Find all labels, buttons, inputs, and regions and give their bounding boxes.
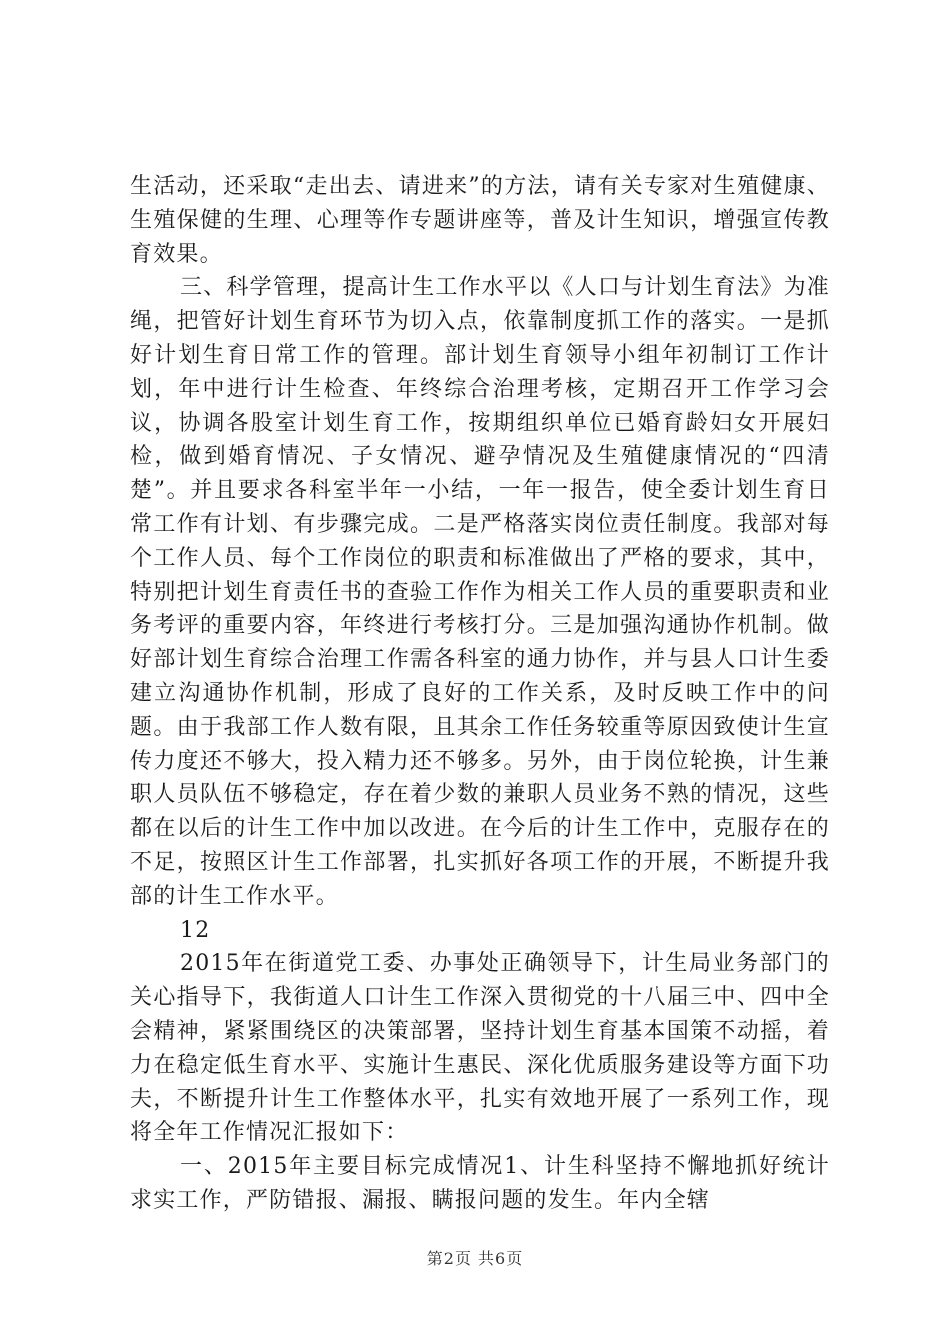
paragraph-number: 12: [180, 917, 211, 943]
document-body: [130, 170, 830, 1218]
paragraph-2015-intro: 2015年在街道党工委、办事处正确领导下，计生局业务部门的关心指导下，我街道人口计生工作深入贯彻党的十八届三中、四中全会精神，紧紧围绕区的决策部署，坚持计划生育基本国策不动摇，着力在稳定低生育水平、实施计生惠民、深化优质服务建设等方面下功夫，不断提升计生工作整体水平，扎实有效地开展了一系列工作，现将全年工作情况汇报如下：: [130, 951, 830, 1146]
paragraph-section-three: 三、科学管理，提高计生工作水平以《人口与计划生育法》为准绳，把管好计划生育环节为切入点，依靠制度抓工作的落实。一是抓好计划生育日常工作的管理。部计划生育领导小组年初制订工作计划，年中进行计生检查、年终综合治理考核，定期召开工作学习会议，协调各股室计划生育工作，按期组织单位已婚育龄妇女开展妇检，做到婚育情况、子女情况、避孕情况及生殖健康情况的“四清楚”。并且要求各科室半年一小结，一年一报告，使全委计划生育日常工作有计划、有步骤完成。二是严格落实岗位责任制度。我部对每个工作人员、每个工作岗位的职责和标准做出了严格的要求，其中，特别把计划生育责任书的查验工作作为相关工作人员的重要职责和业务考评的重要内容，年终进行考核打分。三是加强沟通协作机制。做好部计划生育综合治理工作需各科室的通力协作，并与县人口计生委建立沟通协作机制，形成了良好的工作关系，及时反映工作中的问题。由于我部工作人数有限，且其余工作任务较重等原因致使计生宣传力度还不够大，投入精力还不够多。另外，由于岗位轮换，计生兼职人员队伍不够稳定，存在着少数的兼职人员业务不熟的情况，这些都在以后的计生工作中加以改进。在今后的计生工作中，克服存在的不足，按照区计生工作部署，扎实抓好各项工作的开展，不断提升我部的计生工作水平。: [130, 275, 830, 909]
paragraph-continuation: 生活动，还采取“走出去、请进来”的方法，请有关专家对生殖健康、生殖保健的生理、心理等作专题讲座等，普及计生知识，增强宣传教育效果。: [130, 174, 830, 267]
paragraph-section-one: 一、2015年主要目标完成情况1、计生科坚持不懈地抓好统计求实工作，严防错报、漏报、瞒报问题的发生。年内全辖: [130, 1154, 830, 1213]
page-footer: 第2页 共6页: [426, 1249, 524, 1268]
